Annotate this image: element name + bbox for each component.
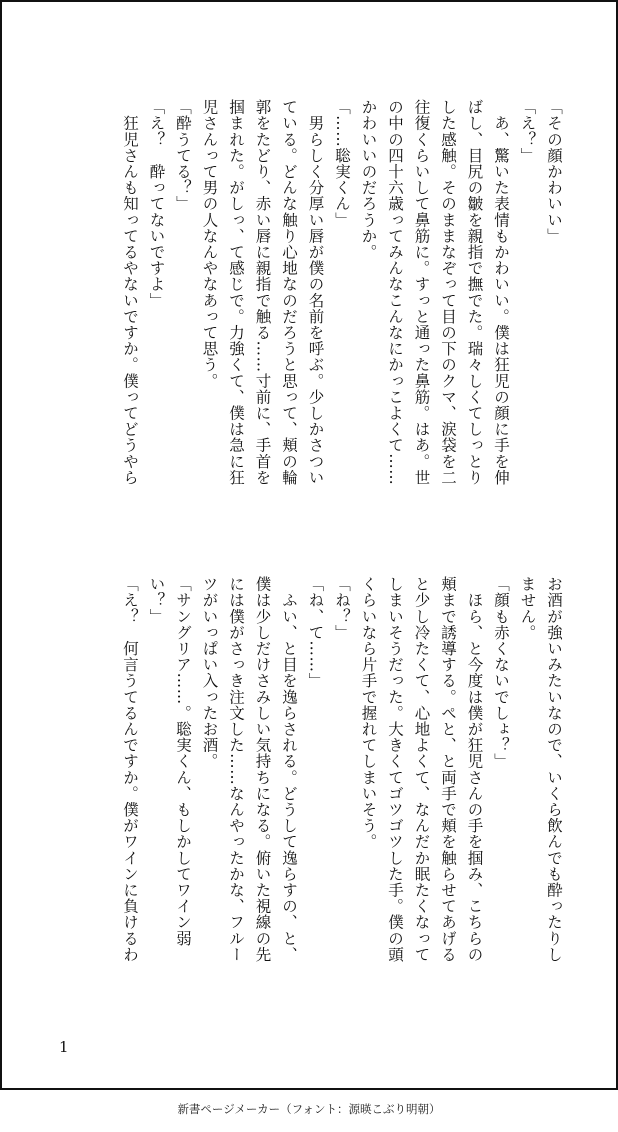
text-line: の中の四十六歳ってみんなこんなにかっこよくて…… <box>386 99 404 486</box>
text-line: ません。 <box>518 576 537 641</box>
text-line: 男らしく分厚い唇が僕の名前を呼ぶ。少しかさつい <box>306 99 325 486</box>
text-line: 僕は少しだけさみしい気持ちになる。俯いた視線の先 <box>253 576 272 963</box>
text-line: い？」 <box>147 576 166 625</box>
text-line: 児さんって男の人なんやなあって思う。 <box>200 99 219 389</box>
text-line: かわいいのだろうか。 <box>359 99 378 260</box>
text-line: には僕がさっき注文した……なんやったかな、フルー <box>227 576 245 963</box>
text-line: 郭をたどり、赤い唇に親指で触る……寸前に、手首を <box>253 99 272 486</box>
page-number: 1 <box>59 1038 69 1056</box>
text-line: と少し冷たくて、心地よくて、なんだか眠たくなって <box>412 576 431 963</box>
text-line: お酒が強いみたいなので、いくら飲んでも酔ったりし <box>545 576 563 963</box>
text-line: あ、驚いた表情もかわいい。僕は狂児の顔に手を伸 <box>492 99 510 486</box>
text-line: ツがいっぱい入ったお酒。 <box>200 576 219 770</box>
text-line: ばし、目尻の皺を親指で撫でた。瑞々しくてしっとり <box>465 99 484 486</box>
text-line: ほら、と今度は僕が狂児さんの手を掴み、こちらの <box>465 576 484 963</box>
text-line: しまいそうだった。大きくてゴツゴツした手。僕の頭 <box>386 576 404 963</box>
text-line: 頬まで誘導する。ぺと、と両手で頬を触らせてあげる <box>439 576 457 963</box>
text-line: くらいなら片手で握れてしまいそう。 <box>359 576 378 850</box>
text-line: 「え？ 酔ってないですよ」 <box>147 99 166 309</box>
text-line: 「顔も赤くないでしょ？」 <box>492 576 510 770</box>
text-line: 「その顔かわいい」 <box>545 99 563 244</box>
upper-text-block <box>117 99 568 539</box>
text-line: 「え？」 <box>518 99 537 164</box>
text-line: 「……聡実くん」 <box>333 99 351 228</box>
text-line: 往復くらいして鼻筋に。すっと通った鼻筋。はあ。世 <box>412 99 431 486</box>
footer-caption: 新書ページメーカー（フォント：源暎こぶり明朝） <box>177 1102 441 1116</box>
text-line: ふい、と目を逸らされる。どうして逸らすの、と、 <box>280 576 298 963</box>
text-line: 掴まれた。がしっ、て感じで。力強くて、僕は急に狂 <box>227 99 245 486</box>
text-line: 「ね、て……」 <box>306 576 325 689</box>
text-line: 「酔うてる？」 <box>174 99 192 212</box>
text-line: 「サングリア……。聡実くん、もしかしてワイン弱 <box>174 576 192 947</box>
text-line: ている。どんな触り心地なのだろうと思って、頬の輪 <box>280 99 298 486</box>
text-line: 「え？ 何言うてるんですか。僕がワインに負けるわ <box>121 576 139 963</box>
text-line: した感触。そのままなぞって目の下のクマ、涙袋を二 <box>439 99 457 486</box>
text-line: 狂児さんも知ってるやないですか。僕ってどうやら <box>121 99 139 486</box>
text-line: 「ね？」 <box>333 576 351 641</box>
lower-text-block <box>117 576 568 1016</box>
